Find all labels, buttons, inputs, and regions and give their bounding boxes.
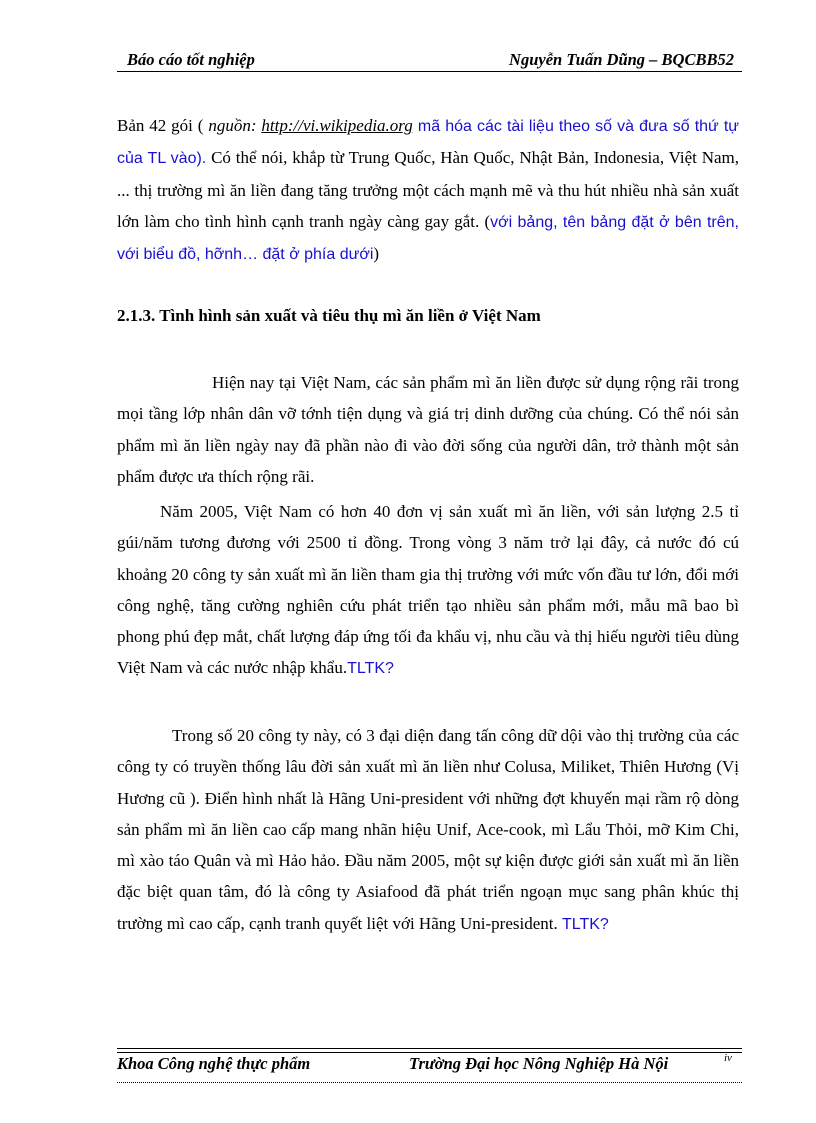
p1-end: ) xyxy=(373,244,380,264)
paragraph-1 xyxy=(117,110,739,270)
paragraph-4 xyxy=(117,720,739,940)
footer-rule-thin xyxy=(117,1052,742,1053)
paragraph-3 xyxy=(117,496,739,685)
footer-university: Trường Đại học Nông Nghiệp Hà Nội xyxy=(409,1054,669,1073)
footer-faculty: Khoa Công nghệ thực phẩm xyxy=(117,1054,311,1073)
header-rule xyxy=(117,71,742,72)
section-heading: 2.1.3. Tình hình sản xuất và tiêu thụ mì ăn liền ở Việt Nam xyxy=(117,306,541,325)
p1-body: Có thể nói, khắp từ Trung Quốc, Hàn Quốc, Nhật Bản, Indonesia, Việt Nam, ... thị trường mì ăn liền đang tăng trưởng một cách mạnh mẽ và thu hút nhiều nhà sản xuất lớn làm cho tình hình cạnh tranh ngày càng gay gắt. ( xyxy=(117,148,740,231)
page-number: iv xyxy=(724,1052,732,1064)
p4-text: Trong số 20 công ty này, có 3 đại diện đang tấn công dữ dội vào thị trường của các công ty có truyền thống lâu đời sản xuất mì ăn liền như Colusa, Miliket, Thiên Hương (Vị Hương cũ ). Điển hình nhất là Hãng Uni-president với những đợt khuyến mại rầm rộ dòng sản phẩm mì ăn liền cao cấp mang nhãn hiệu Unif, Ace-cook, mì Lẩu Thỏi, mỡ Kim Chi, mì xào táo Quân và mì Hảo hảo. Đầu năm 2005, một sự kiện được giới sản xuất mì ăn liền đặc biệt quan tâm, đó là công ty Asiafood đã phát triển ngoạn mục sang phân khúc thị trường mì cao cấp, cạnh tranh quyết liệt với Hãng Uni-president. xyxy=(117,726,739,933)
p1-start: Bản 42 gói ( xyxy=(117,116,209,135)
reference-tag: TLTK? xyxy=(561,915,609,933)
note-figure-placement: với bảng, tên bảng đặt ở bên trên, với biểu đồ, hỡnh… đặt ở phía dưới xyxy=(117,213,739,264)
footer-dotted-rule xyxy=(117,1082,742,1083)
reference-tag: TLTK? xyxy=(347,660,394,678)
paragraph-2: Hiện nay tại Việt Nam, các sản phẩm mì ăn liền được sử dụng rộng rãi trong mọi tầng lớp nhân dân vỡ tớnh tiện dụng và giá trị dinh dưỡng của chúng. Có thể nói sản phẩm mì ăn liền ngày nay đã phần nào đi vào đời sống của người dân, trở thành một sản phẩm được ưa thích rộng rãi. xyxy=(117,373,739,486)
p3-text: Năm 2005, Việt Nam có hơn 40 đơn vị sản xuất mì ăn liền, với sản lượng 2.5 tỉ gúi/năm tương đương với 2500 tỉ đồng. Trong vòng 3 năm trở lại đây, cả nước đó cú khoảng 20 công ty sản xuất mì ăn liền tham gia thị trường với mức vốn đầu tư lớn, đổi mới công nghệ, tăng cường nghiên cứu phát triển tạo nhiều sản phẩm mới, mẫu mã bao bì phong phú đẹp mắt, chất lượng đáp ứng tối đa khẩu vị, nhu cầu và thị hiếu người tiêu dùng Việt Nam và các nước nhập khẩu. xyxy=(117,502,739,678)
header-report-title: Báo cáo tốt nghiệp xyxy=(127,50,255,69)
header-author: Nguyễn Tuấn Dũng – BQCBB52 xyxy=(509,50,734,69)
note-citation: mã hóa các tài liệu theo số và đưa số thứ tự của TL vào). xyxy=(117,118,739,168)
p1-source-label: nguồn: xyxy=(208,116,257,135)
wikipedia-link[interactable]: http://vi.wikipedia.org xyxy=(261,116,413,135)
footer-rule xyxy=(117,1048,742,1049)
